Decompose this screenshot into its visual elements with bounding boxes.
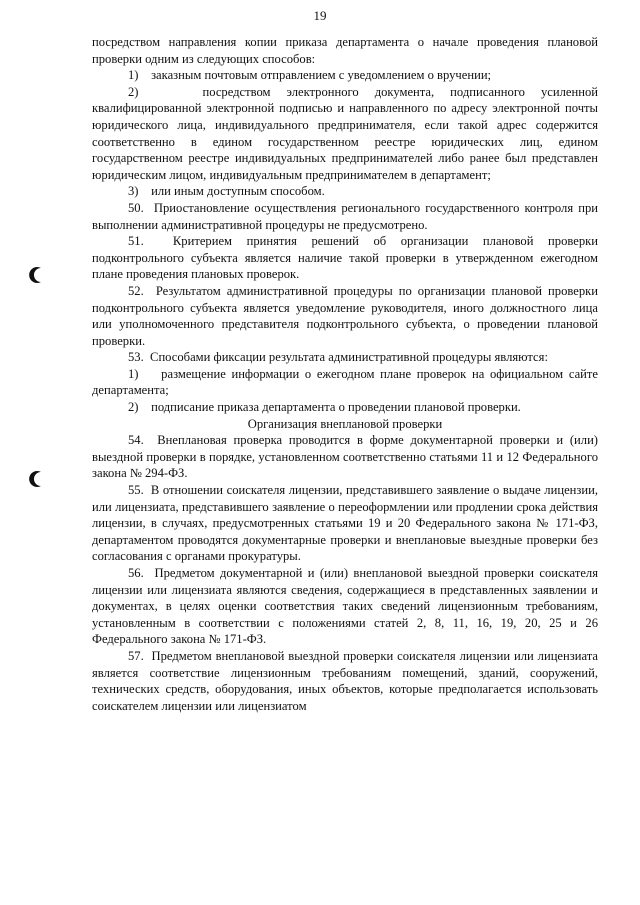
list-item: 2) подписание приказа департамента о проведении плановой проверки. (128, 400, 521, 415)
section-heading: Организация внеплановой проверки (247, 416, 443, 431)
page-number: 19 (313, 8, 327, 23)
punch-hole-icon (28, 470, 46, 488)
list-item: 2) посредством электронного документа, подписанного усиленной квалифицированной электронной подписью и направленного по адресу электронной почты юридического лица, индивидуального предпринимателя, если такой адрес содержится соответственно в едином государственном реестре юридических лиц, едином государственном реестре индивидуальных предпринимателей либо ранее был представлен юридическим лицом, индивидуальным предпринимателем в департамент; (92, 84, 598, 182)
numbered-paragraph: 50. Приостановление осуществления регионального государственного контроля при выполнении административной процедуры не предусмотрено. (92, 200, 598, 232)
document-body (92, 34, 598, 714)
numbered-paragraph: 54. Внеплановая проверка проводится в форме документарной проверки и (или) выездной проверки в порядке, установленном соответственно статьями 11 и 12 Федерального закона № 294-ФЗ. (92, 433, 598, 481)
list-item: 3) или иным доступным способом. (128, 184, 325, 199)
list-item: 1) заказным почтовым отправлением с уведомлением о вручении; (128, 68, 492, 83)
numbered-paragraph: 55. В отношении соискателя лицензии, представившего заявление о выдаче лицензии, или лицензиата, представившего заявление о переоформлении или продлении срока действия лицензии, в случаях, предусмотренных статьями 19 и 20 Федерального закона № 171-ФЗ, департаментом проводятся документарные проверки и внеплановые выездные проверки без согласования с органами прокуратуры. (92, 483, 598, 564)
numbered-paragraph: 57. Предметом внеплановой выездной проверки соискателя лицензии или лицензиата является соответствие лицензионным требованиям помещений, зданий, сооружений, технических средств, оборудования, иных объектов, которые предполагается использовать соискателем лицензии или лицензиатом (92, 648, 598, 713)
list-item: 1) размещение информации о ежегодном плане проверок на официальном сайте департамента; (92, 366, 598, 398)
numbered-paragraph: 52. Результатом административной процедуры по организации плановой проверки подконтрольного субъекта является уведомление руководителя, иного должностного лица или уполномоченного представителя подконтрольного субъекта, о проведении плановой проверки. (92, 283, 598, 348)
numbered-paragraph: 51. Критерием принятия решений об организации плановой проверки подконтрольного субъекта является наличие такой проверки в утвержденном ежегодном плане проведения плановых проверок. (92, 234, 598, 282)
punch-hole-icon (28, 266, 46, 284)
paragraph: посредством направления копии приказа департамента о начале проведения плановой проверки одним из следующих способов: (92, 35, 598, 66)
numbered-paragraph: 56. Предметом документарной и (или) внеплановой выездной проверки соискателя лицензии или лицензиата являются сведения, содержащиеся в представленных заявлении и документах, в целях оценки соответствия таких сведений лицензионным требованиям, установленным в соответствии с положениями статей 2, 8, 11, 16, 19, 20, 25 и 26 Федерального закона № 171-ФЗ. (92, 566, 598, 647)
numbered-paragraph: 53. Способами фиксации результата административной процедуры являются: (128, 350, 548, 365)
